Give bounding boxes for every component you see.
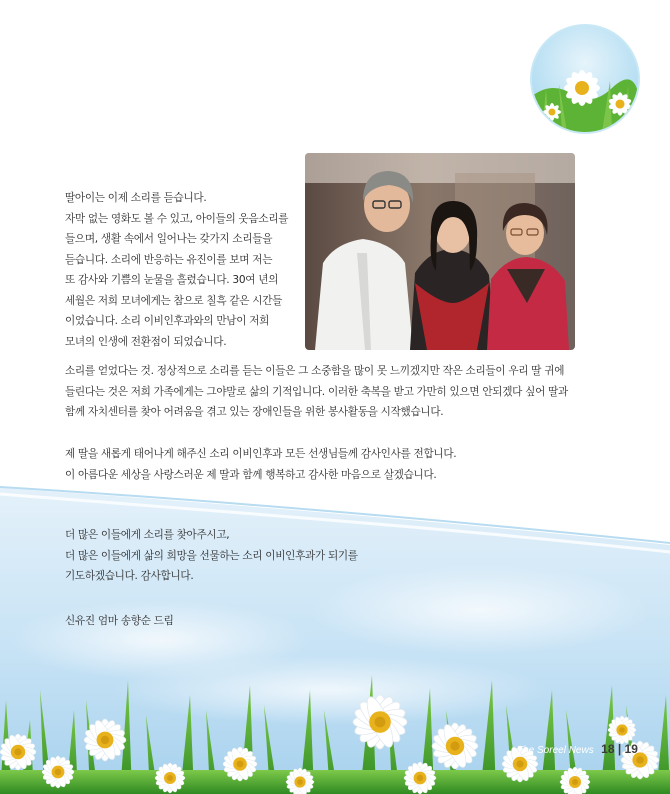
daisy-circle-decoration	[530, 24, 640, 134]
paragraph-line: 더 많은 이들에게 삶의 희망을 선물하는 소리 이비인후과가 되기를	[65, 549, 358, 562]
intro-line: 또 감사와 기쁨의 눈물을 흘렸습니다. 30여 년의	[65, 274, 279, 286]
paragraph-line: 들린다는 것은 저희 가족에게는 그야말로 삶의 기적입니다. 이러한 축복을 받고 가만히 있으면 안되겠다 싶어 딸과	[65, 385, 568, 398]
page-numbers: 18 | 19	[601, 742, 638, 756]
signature-text: 신유진 엄마 송향순 드림	[65, 615, 174, 627]
family-doctor-photo	[305, 153, 575, 350]
intro-line: 들으며, 생활 속에서 일어나는 갖가지 소리들을	[65, 233, 273, 245]
intro-line: 세월은 저희 모녀에게는 참으로 칠흑 같은 시간들	[65, 294, 283, 307]
paragraph-line: 함께 자치센터를 찾아 어려움을 겪고 있는 장애인들을 위한 봉사활동을 시작했습니다.	[65, 406, 444, 418]
paragraph-line: 더 많은 이들에게 소리를 찾아주시고,	[65, 529, 230, 541]
signature	[65, 611, 174, 632]
paragraph-line: 소리를 얻었다는 것. 정상적으로 소리를 듣는 이들은 그 소중함을 많이 못 느끼겠지만 작은 소리들이 우리 딸 귀에	[65, 365, 565, 377]
intro-line: 자막 없는 영화도 볼 수 있고, 아이들의 웃음소리를	[65, 212, 289, 225]
daisy-field-illustration	[0, 660, 670, 794]
intro-line: 딸아이는 이제 소리를 듣습니다.	[65, 192, 207, 204]
page-footer	[517, 740, 638, 758]
prayer-paragraph	[65, 525, 358, 587]
thanks-paragraph	[65, 444, 456, 485]
miracle-paragraph	[65, 361, 568, 423]
paragraph-line: 기도하겠습니다. 감사합니다.	[65, 570, 194, 582]
magazine-brand: The Soreel News	[517, 745, 594, 756]
paragraph-line: 제 딸을 새롭게 태어나게 해주신 소리 이비인후과 모든 선생님들께 감사인사를 전합니다.	[65, 448, 457, 460]
intro-line: 듣습니다. 소리에 반응하는 유진이를 보며 저는	[65, 253, 273, 266]
intro-line: 모녀의 인생에 전환점이 되었습니다.	[65, 335, 227, 348]
paragraph-line: 이 아름다운 세상을 사랑스러운 제 딸과 함께 행복하고 감사한 마음으로 살겠습니다.	[65, 468, 437, 481]
intro-line: 이었습니다. 소리 이비인후과와의 만남이 저희	[65, 315, 270, 327]
intro-paragraph	[65, 188, 288, 352]
